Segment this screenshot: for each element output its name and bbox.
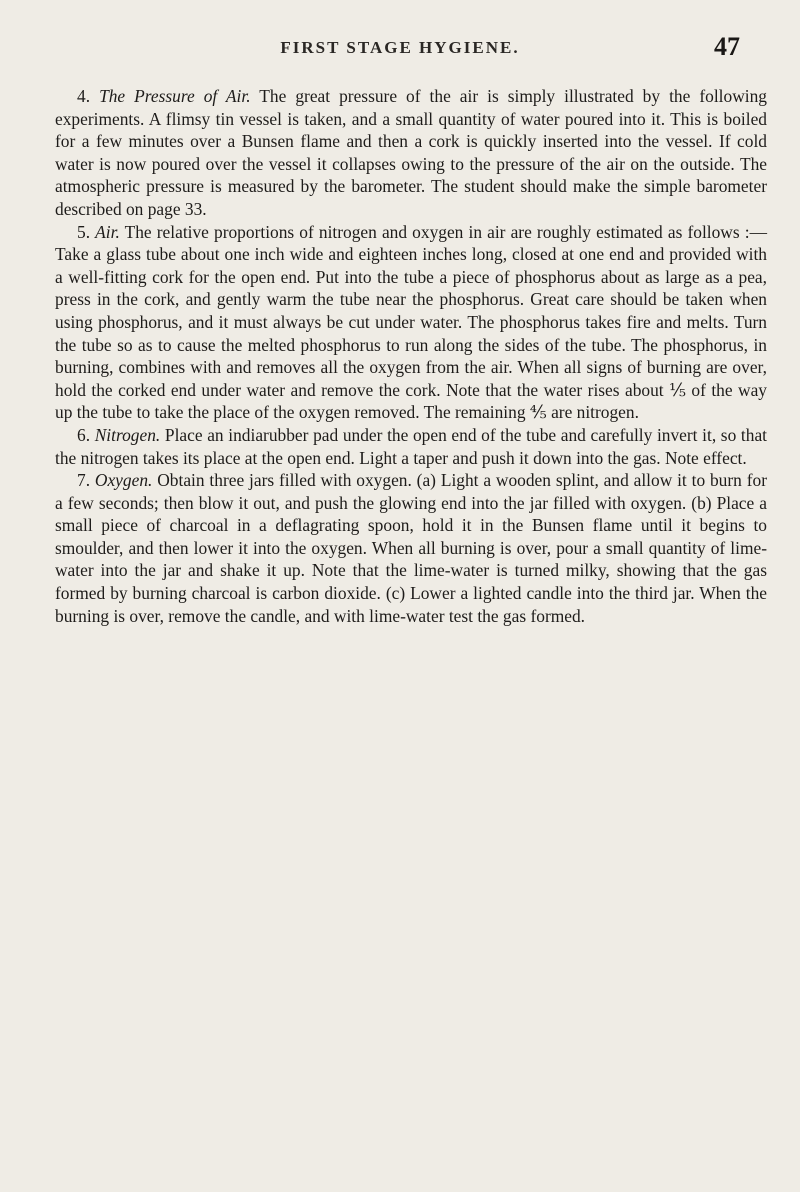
paragraph-number: 4.	[77, 86, 91, 106]
paragraph-heading: Air.	[95, 221, 120, 242]
paragraph-text: Obtain three jars filled with oxygen. (a) Light a wooden splint, and allow it to burn for a few seconds; then blow it out, and push the glowing end into the jar filled with oxygen. (b) Place a small piece of charcoal in a deflagrating spoon, hold it in the Bunsen flame until it begins to smoulder, and then lower it into the oxygen. When all burning is over, pour a small quantity of lime-water into the jar and shake it up. Note that the lime-water is turned milky, showing that the gas formed by burning charcoal is carbon dioxide. (c) Lower a lighted candle into the third jar. When the burning is over, remove the candle, and with lime-water test the gas formed.	[55, 470, 767, 626]
body-text	[55, 85, 767, 627]
paragraph-number: 6.	[77, 424, 91, 445]
paragraph-air	[55, 221, 767, 424]
paragraph-text: The relative proportions of nitrogen and oxygen in air are roughly estimated as follows :—Take a glass tube about one inch wide and eighteen inches long, closed at one end and provided with a well-fitting cork for the open end. Put into the tube a piece of phosphorus about as large as a pea, press in the cork, and gently warm the tube near the phosphorus. Great care should be taken when using phosphorus, and it must always be cut under water. The phosphorus takes fire and melts. Turn the tube so as to cause the melted phosphorus to run along the sides of the tube. The phosphorus, in burning, combines with and removes all the oxygen from the air. When all signs of burning are over, hold the corked end under water and remove the cork. Note that the water rises about ⅕ of the way up the tube to take the place of the oxygen removed. The remaining ⅘ are nitrogen.	[55, 221, 767, 423]
paragraph-number: 7.	[77, 470, 91, 491]
paragraph-pressure-of-air	[55, 85, 767, 221]
running-head	[60, 32, 740, 66]
paragraph-heading: Oxygen.	[94, 470, 153, 491]
paragraph-nitrogen	[55, 424, 767, 469]
paragraph-oxygen	[55, 469, 767, 627]
page-number: 47	[714, 32, 740, 61]
paragraph-text: The great pressure of the air is simply illustrated by the following experiments. A flimsy tin vessel is taken, and a small quantity of water poured into it. This is boiled for a few minutes over a Bunsen flame and then a cork is quickly inserted into the vessel. If cold water is now poured over the vessel it collapses owing to the pressure of the air on the outside. The atmospheric pressure is measured by the barometer. The student should make the simple barometer described on page 33.	[55, 86, 767, 219]
paragraph-text: Place an indiarubber pad under the open end of the tube and carefully invert it, so that the nitrogen takes its place at the open end. Light a taper and push it down into the gas. Note effect.	[55, 424, 767, 468]
paragraph-number: 5.	[77, 221, 91, 242]
paragraph-heading: Nitrogen.	[94, 424, 161, 445]
running-title: FIRST STAGE HYGIENE.	[280, 38, 520, 57]
paragraph-heading: The Pressure of Air.	[99, 86, 251, 106]
